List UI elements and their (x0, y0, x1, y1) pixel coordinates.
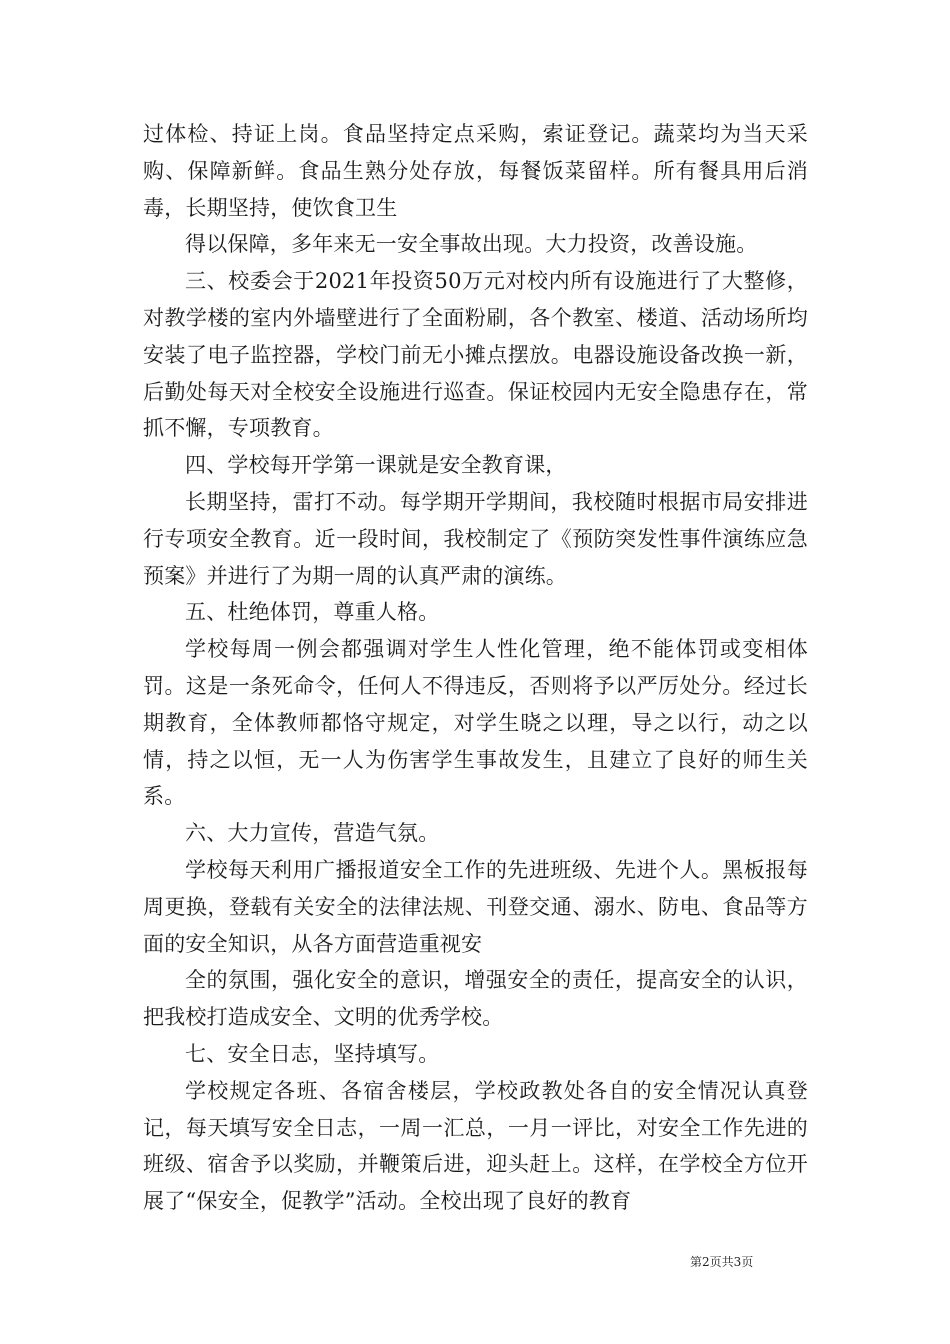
page-number-footer: 第2页共3页 (690, 1255, 754, 1269)
paragraph: 全的氛围，强化安全的意识，增强安全的责任，提高安全的认识，把我校打造成安全、文明的优秀学校。 (143, 968, 808, 1030)
paragraph: 学校每周一例会都强调对学生人性化管理，绝不能体罚或变相体罚。这是一条死命令，任何人不得违反，否则将予以严厉处分。经过长期教育，全体教师都恪守规定，对学生晓之以理，导之以行，动之以情，持之以恒，无一人为伤害学生事故发生，且建立了良好的师生关系。 (143, 637, 808, 809)
paragraph: 过体检、持证上岗。食品坚持定点采购，索证登记。蔬菜均为当天采购、保障新鲜。食品生熟分处存放，每餐饭菜留样。所有餐具用后消毒，长期坚持，使饮食卫生 (143, 122, 808, 220)
paragraph: 七、安全日志，坚持填写。 (185, 1041, 440, 1066)
paragraph: 长期坚持，雷打不动。每学期开学期间，我校随时根据市局安排进行专项安全教育。近一段时间，我校制定了《预防突发性事件演练应急预案》并进行了为期一周的认真严肃的演练。 (143, 489, 808, 588)
paragraph: 三、校委会于2021年投资50万元对校内所有设施进行了大整修，对教学楼的室内外墙壁进行了全面粉刷，各个教室、楼道、活动场所均安装了电子监控器，学校门前无小摊点摆放。电器设施设备改换一新，后勤处每天对全校安全设施进行巡查。保证校园内无安全隐患存在，常抓不懈，专项教育。 (143, 269, 808, 441)
paragraph: 六、大力宣传，营造气氛。 (185, 821, 440, 846)
paragraph: 学校规定各班、各宿舍楼层，学校政教处各自的安全情况认真登记，每天填写安全日志，一周一汇总，一月一评比，对安全工作先进的班级、宿舍予以奖励，并鞭策后进，迎头赶上。这样，在学校全方位开展了“保安全，促教学”活动。全校出现了良好的教育 (143, 1078, 808, 1214)
paragraph: 四、学校每开学第一课就是安全教育课， (185, 453, 567, 478)
paragraph: 五、杜绝体罚，尊重人格。 (185, 600, 440, 625)
paragraph: 学校每天利用广播报道安全工作的先进班级、先进个人。黑板报每周更换，登载有关安全的法律法规、刊登交通、溺水、防电、食品等方面的安全知识，从各方面营造重视安 (143, 857, 808, 956)
paragraph: 得以保障，多年来无一安全事故出现。大力投资，改善设施。 (185, 232, 758, 257)
document-body (143, 116, 808, 1220)
